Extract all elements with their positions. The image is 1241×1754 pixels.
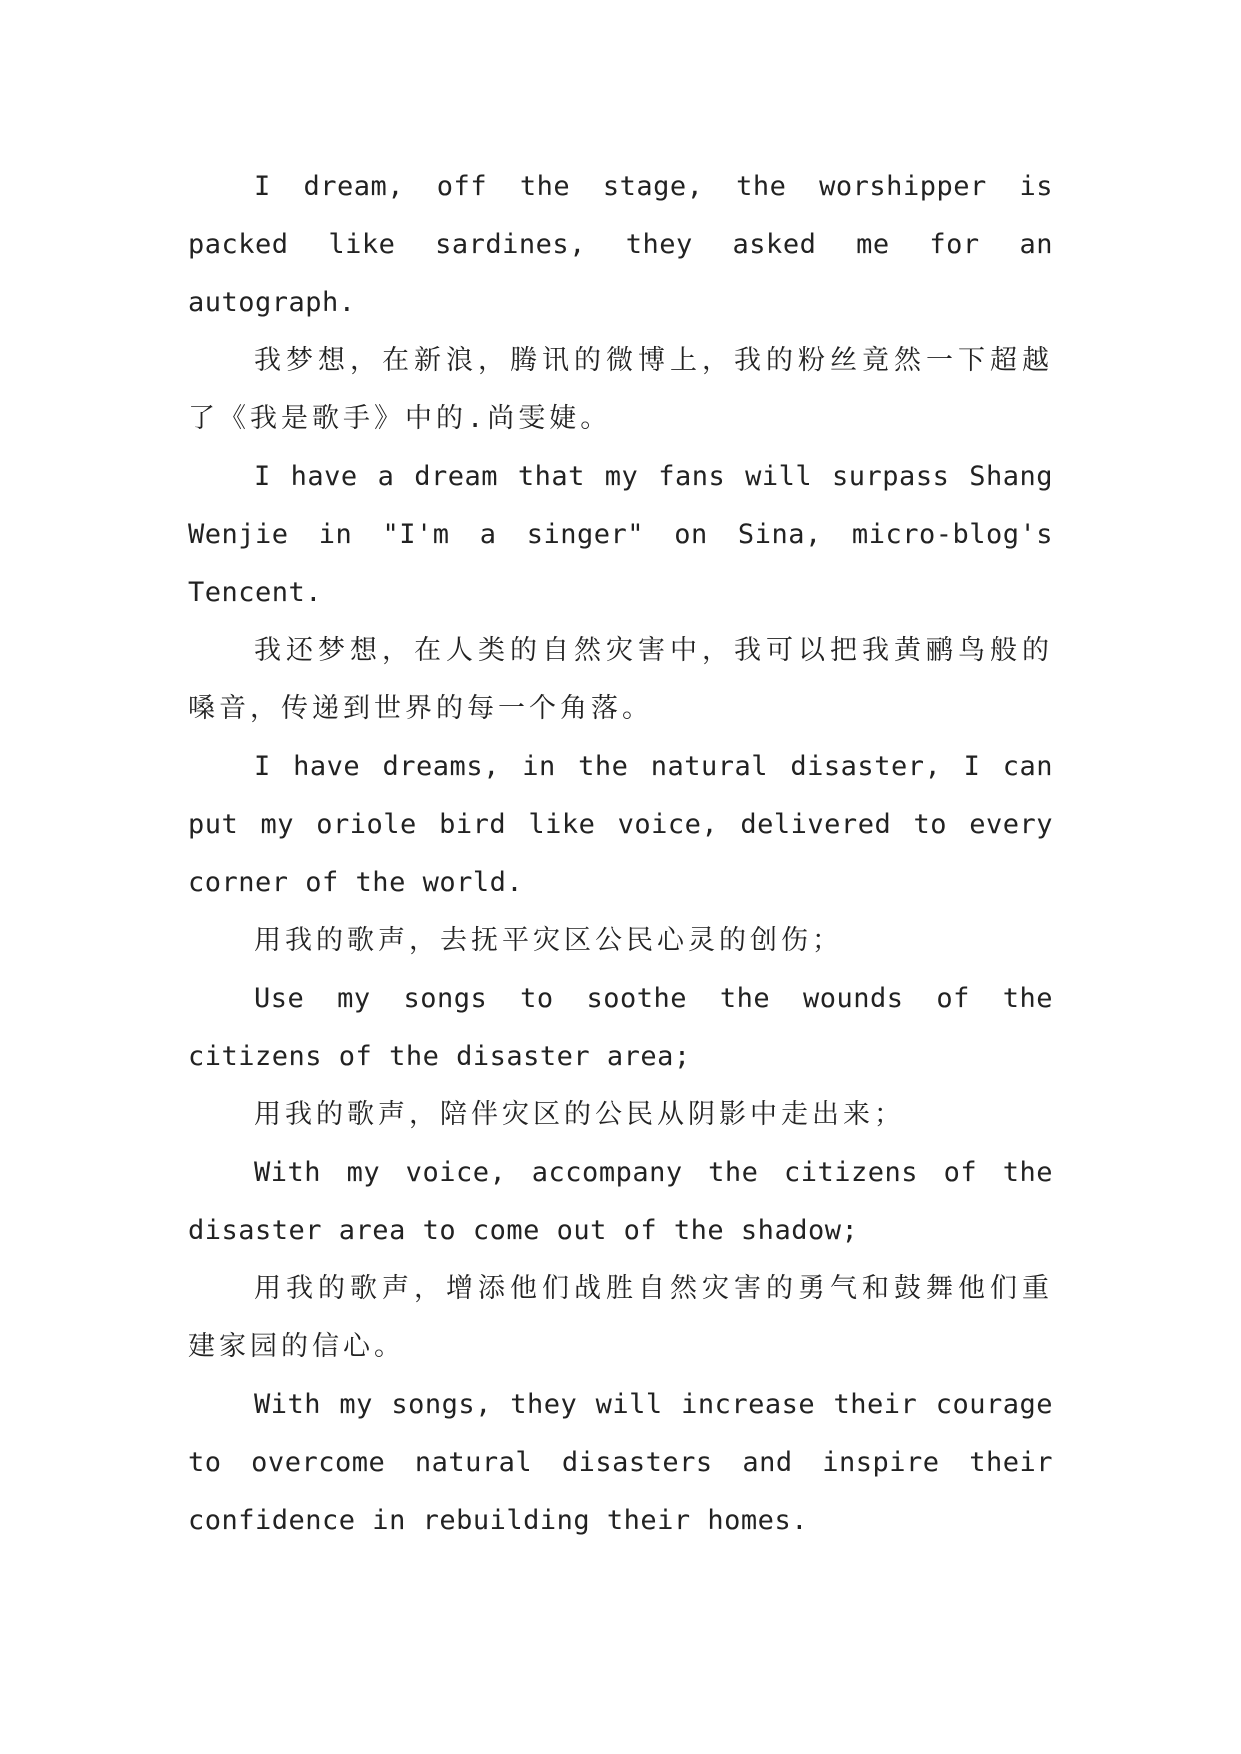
paragraph-en-1: I dream, off the stage, the worshipper is packed like sardines, they asked me for an autograph. <box>188 171 1053 318</box>
paragraph-zh-3: 用我的歌声，去抚平灾区公民心灵的创伤； <box>254 925 843 956</box>
paragraph-en-4: Use my songs to soothe the wounds of the citizens of the disaster area; <box>188 983 1053 1072</box>
paragraph-en-2: I have a dream that my fans will surpass Shang Wenjie in "I'm a singer" on Sina, micro-blog's Tencent. <box>188 461 1053 608</box>
paragraph-zh-4: 用我的歌声，陪伴灾区的公民从阴影中走出来； <box>254 1099 905 1130</box>
paragraph-en-5: With my voice, accompany the citizens of the disaster area to come out of the shadow; <box>188 1157 1053 1246</box>
paragraph-en-6: With my songs, they will increase their courage to overcome natural disasters and inspire their confidence in rebuilding their homes. <box>188 1389 1053 1536</box>
paragraph-zh-5: 用我的歌声，增添他们战胜自然灾害的勇气和鼓舞他们重建家园的信心。 <box>188 1273 1053 1362</box>
paragraph-zh-1: 我梦想，在新浪，腾讯的微博上，我的粉丝竟然一下超越了《我是歌手》中的.尚雯婕。 <box>188 345 1053 434</box>
paragraph-zh-2: 我还梦想，在人类的自然灾害中，我可以把我黄鹂鸟般的嗓音，传递到世界的每一个角落。 <box>188 635 1053 724</box>
document-page <box>188 158 1053 1550</box>
paragraph-en-3: I have dreams, in the natural disaster, I can put my oriole bird like voice, delivered to every corner of the world. <box>188 751 1053 898</box>
